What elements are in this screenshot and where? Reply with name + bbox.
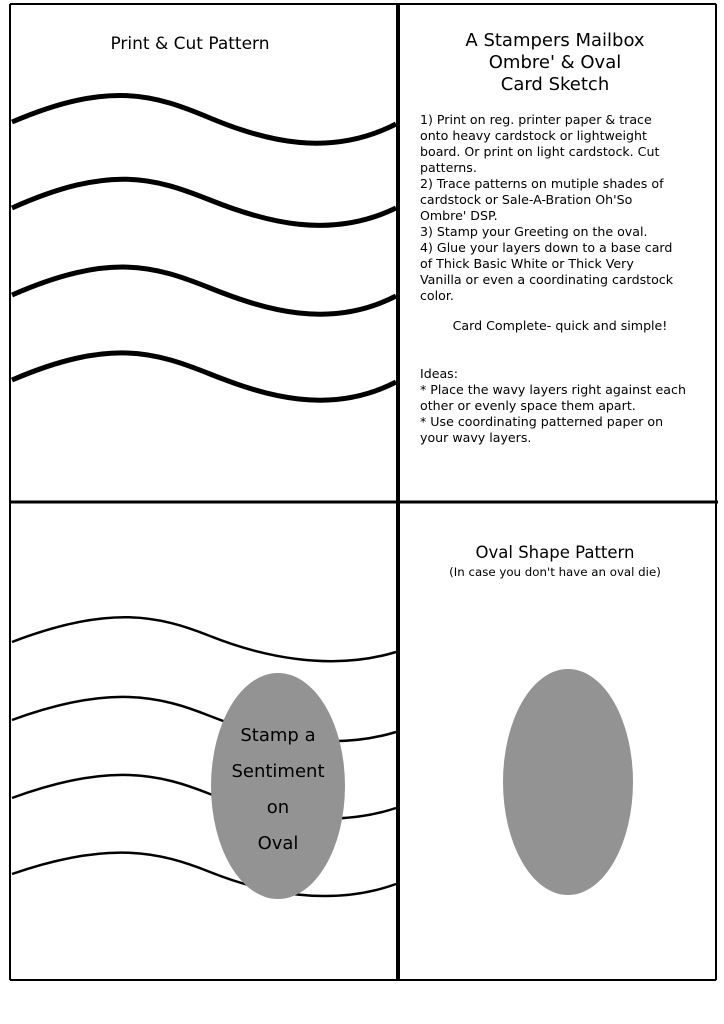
oval-pattern-title: Oval Shape Pattern	[475, 543, 635, 562]
idea-line: * Place the wavy layers right against each	[420, 382, 686, 397]
instruction-line: Vanilla or even a coordinating cardstock	[420, 272, 674, 287]
oval-pattern-subtitle: (In case you don't have an oval die)	[449, 565, 661, 579]
oval-sentiment-text	[213, 718, 343, 862]
instruction-line: of Thick Basic White or Thick Very	[420, 256, 634, 271]
instruction-line: 1) Print on reg. printer paper & trace	[420, 112, 652, 127]
instruction-line: 2) Trace patterns on mutiple shades of	[420, 176, 664, 191]
title-line: Ombre' & Oval	[488, 52, 622, 73]
card-complete-note: Card Complete- quick and simple!	[452, 318, 668, 333]
oval-text-line: Stamp a	[240, 725, 316, 746]
oval-shape-pattern	[503, 669, 633, 895]
title-line: Card Sketch	[500, 74, 610, 95]
instructions-list	[420, 112, 705, 304]
idea-line: * Use coordinating patterned paper on	[420, 414, 664, 429]
instruction-line: cardstock or Sale-A-Bration Oh'So	[420, 192, 633, 207]
oval-text-line: Oval	[257, 833, 299, 854]
instruction-line: 3) Stamp your Greeting on the oval.	[420, 224, 648, 239]
idea-line: other or evenly space them apart.	[420, 398, 636, 413]
ideas-heading: Ideas:	[420, 366, 458, 381]
instruction-line: Ombre' DSP.	[420, 208, 498, 223]
instruction-line: board. Or print on light cardstock. Cut	[420, 144, 660, 159]
ideas-list	[420, 366, 710, 446]
instruction-line: patterns.	[420, 160, 477, 175]
instruction-line: 4) Glue your layers down to a base card	[420, 240, 673, 255]
print-cut-title: Print & Cut Pattern	[110, 34, 270, 54]
instruction-line: color.	[420, 288, 454, 303]
idea-line: your wavy layers.	[420, 430, 532, 445]
title-line: A Stampers Mailbox	[465, 30, 645, 51]
instruction-line: onto heavy cardstock or lightweight	[420, 128, 647, 143]
card-sketch-title	[400, 30, 710, 96]
thin-wave-1	[12, 617, 396, 661]
oval-text-line: on	[266, 797, 290, 818]
oval-text-line: Sentiment	[231, 761, 325, 782]
